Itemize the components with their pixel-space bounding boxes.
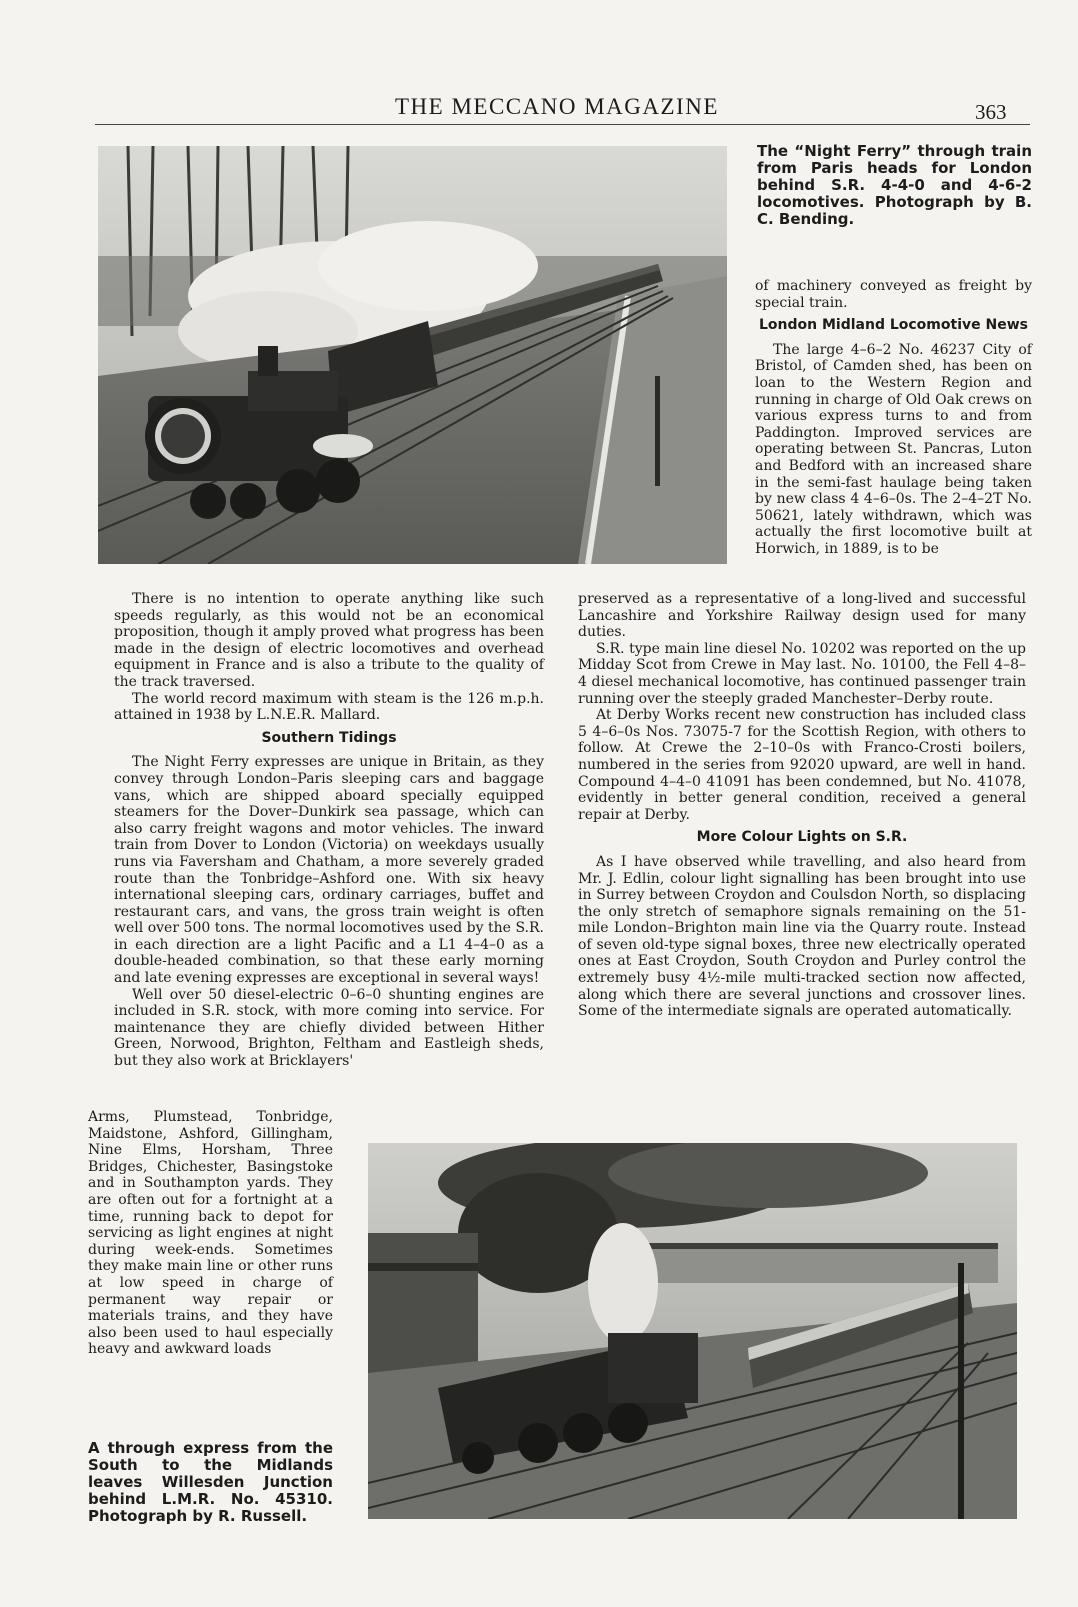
paragraph: Arms, Plumstead, Tonbridge, Maidstone, Ashford, Gillingham, Nine Elms, Horsham, Three Bridges, Chichester, Basingstoke and in Southampton yards. They are often out for a fortnight at a time, running back to depot for servicing as light engines at night during week-ends. Sometimes they make main line or other runs at low speed in charge of permanent way repair or materials trains, and they have also been used to haul especially heavy and awkward loads [88,1109,333,1358]
section-heading-southern-tidings: Southern Tidings [261,729,397,746]
paragraph: of machinery conveyed as freight by special train. [755,278,1032,311]
magazine-title: THE MECCANO MAGAZINE [395,94,719,119]
section-heading-colour-lights: More Colour Lights on S.R. [696,829,908,846]
paragraph: preserved as a representative of a long-lived and successful Lancashire and Yorkshire Railway design used for many duties. [578,591,1026,641]
page-number: 363 [975,100,1007,124]
paragraph: The Night Ferry expresses are unique in Britain, as they convey through London–Paris sleeping cars and baggage vans, which are shipped aboard specially equipped steamers for the Dover–Dunkirk sea passage, which can also carry freight wagons and motor vehicles. The inward train from Dover to London (Victoria) on weekdays usually runs via Faversham and Chatham, a more severely graded route than the Tonbridge–Ashford one. With six heavy international sleeping cars, ordinary carriages, buffet and restaurant cars, and vans, the gross train weight is often well over 500 tons. The normal locomotives used by the S.R. in each direction are a light Pacific and a L1 4–4–0 as a double-headed combination, so that these early morning and late evening expresses are exceptional in several ways! [114,754,544,987]
willesden-express-photo [368,1143,1017,1519]
paragraph: As I have observed while travelling, and also heard from Mr. J. Edlin, colour light signalling has been brought into use in Surrey between Croydon and Coulsdon North, so displacing the only stretch of semaphore signals remaining on the 51-mile London–Brighton main line via the Quarry route. Instead of seven old-type signal boxes, three new electrically operated ones at East Croydon, South Croydon and Purley control the extremely busy 4½-mile multi-tracked section now affected, along which there are several junctions and crossover lines. Some of the intermediate signals are operated automatically. [578,853,1026,1020]
night-ferry-photo [98,146,727,564]
paragraph: The large 4–6–2 No. 46237 City of Bristol, of Camden shed, has been on loan to the Western Region and running in charge of Old Oak crews on various express turns to and from Paddington. Improved services are operating between St. Pancras, Luton and Bedford with an increased share in the semi-fast haulage being taken by new class 4 4–6–0s. The 2–4–2T No. 50621, lately withdrawn, which was actually the first locomotive built at Horwich, in 1889, is to be [755,341,1032,557]
left-column-narrow [88,1109,333,1358]
paragraph: Well over 50 diesel-electric 0–6–0 shunting engines are included in S.R. stock, with more coming into service. For maintenance they are chiefly divided between Hither Green, Norwood, Brighton, Feltham and Eastleigh sheds, but they also work at Bricklayers' [114,986,544,1070]
right-column [578,591,1026,1020]
paragraph: The world record maximum with steam is the 126 m.p.h. attained in 1938 by L.N.E.R. Mallard. [114,690,544,724]
right-column-upper [755,278,1032,558]
paragraph: There is no intention to operate anything like such speeds regularly, as this would not be an economical proposition, though it amply proved what progress has been made in the design of electric locomotives and overhead equipment in France and is also a tribute to the quality of the track traversed. [114,591,544,690]
bottom-photo-caption: A through express from the South to the Midlands leaves Willesden Junction behind L.M.R. No. 45310. Photograph by R. Russell. [88,1439,333,1525]
header-rule [95,124,1030,125]
paragraph: S.R. type main line diesel No. 10202 was reported on the up Midday Scot from Crewe in May last. No. 10100, the Fell 4–8–4 diesel mechanical locomotive, has continued passenger train running over the steeply graded Manchester–Derby route. [578,640,1026,707]
section-heading-lm-news: London Midland Locomotive News [759,317,1028,334]
top-photo-caption: The “Night Ferry” through train from Paris heads for London behind S.R. 4-4-0 and 4-6-2 locomotives. Photograph by B. C. Bending. [757,142,1032,228]
paragraph: At Derby Works recent new construction has included class 5 4–6–0s Nos. 73075-7 for the Scottish Region, with others to follow. At Crewe the 2–10–0s with Franco-Crosti boilers, numbered in the series from 92020 upward, are well in hand. Compound 4–4–0 41091 has been condemned, but No. 41078, evidently in better general condition, received a general repair at Derby. [578,707,1026,823]
left-column [114,591,544,1070]
